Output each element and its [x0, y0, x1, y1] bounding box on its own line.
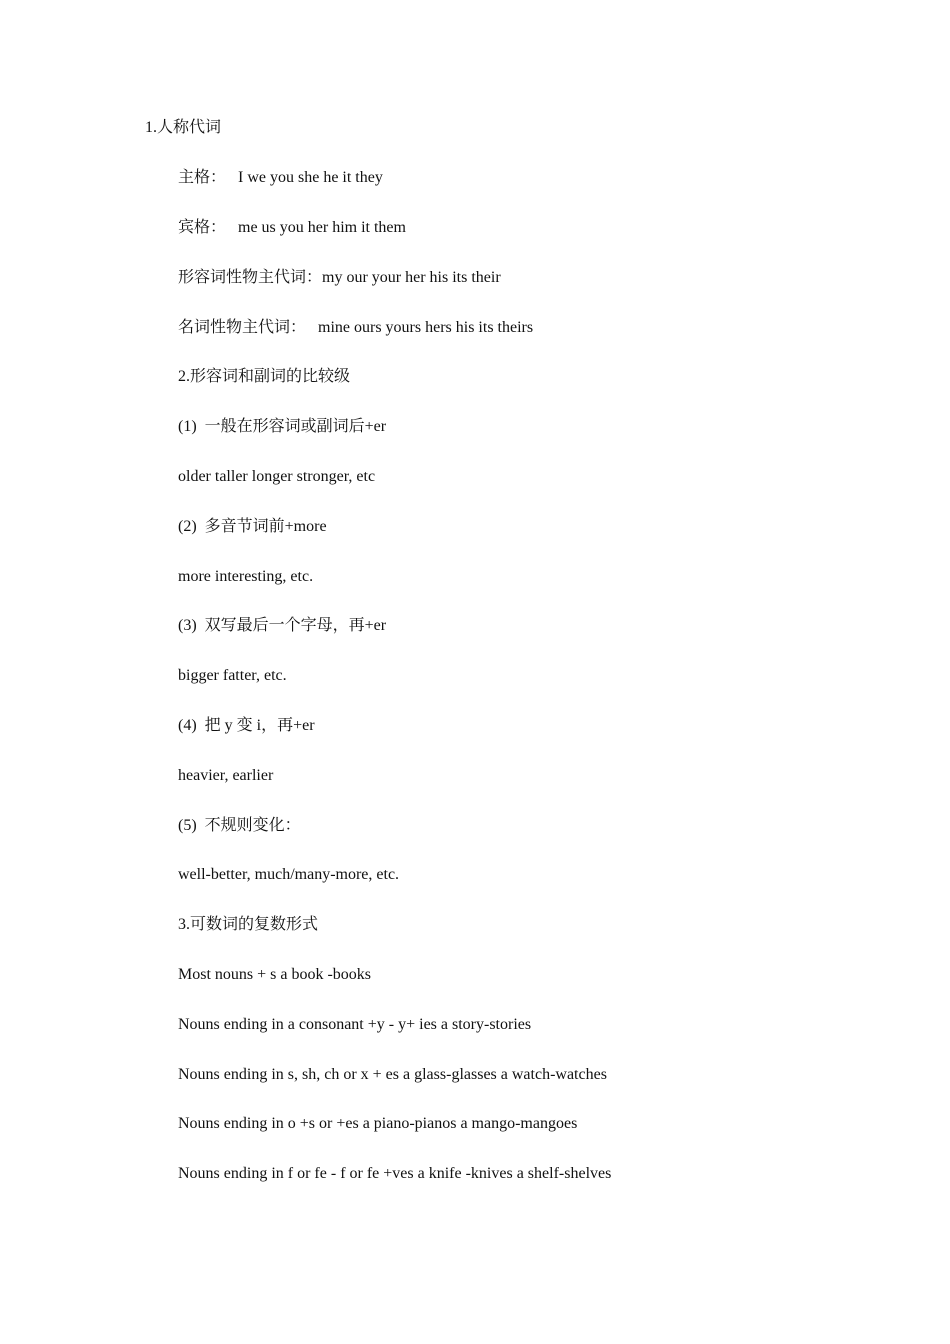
section-heading-comparatives: 2.形容词和副词的比较级	[178, 368, 351, 385]
text-line-rule-5: (5) 不规则变化：	[178, 817, 301, 834]
text-line-object-pronouns: 宾格： me us you her him it them	[178, 219, 406, 236]
text-line-subject-pronouns: 主格： I we you she he it they	[178, 169, 383, 186]
section-heading-plural-forms: 3.可数词的复数形式	[178, 916, 319, 933]
text-line-possessive-pronouns: 名词性物主代词： mine ours yours hers his its theirs	[178, 319, 534, 336]
text-line-rule-1: (1) 一般在形容词或副词后+er	[178, 418, 387, 435]
text-line-plural-rule-2: Nouns ending in a consonant +y - y+ ies a story-stories	[178, 1016, 532, 1033]
text-line-rule-3-example: bigger fatter, etc.	[178, 667, 287, 684]
text-line-plural-rule-5: Nouns ending in f or fe - f or fe +ves a knife -knives a shelf-shelves	[178, 1165, 612, 1182]
text-line-plural-rule-3: Nouns ending in s, sh, ch or x + es a glass-glasses a watch-watches	[178, 1066, 607, 1083]
text-line-plural-rule-1: Most nouns + s a book -books	[178, 966, 372, 983]
text-line-rule-4-example: heavier, earlier	[178, 767, 274, 784]
text-line-rule-3: (3) 双写最后一个字母，再+er	[178, 617, 387, 634]
text-line-possessive-adjectives: 形容词性物主代词：my our your her his its their	[178, 269, 501, 286]
section-heading-personal-pronouns: 1.人称代词	[145, 119, 222, 136]
text-line-rule-5-example: well-better, much/many-more, etc.	[178, 866, 400, 883]
text-line-rule-2-example: more interesting, etc.	[178, 568, 314, 585]
text-line-rule-4: (4) 把 y 变 i，再+er	[178, 717, 315, 734]
text-line-rule-1-example: older taller longer stronger, etc	[178, 468, 376, 485]
text-line-rule-2: (2) 多音节词前+more	[178, 518, 327, 535]
text-line-plural-rule-4: Nouns ending in o +s or +es a piano-pianos a mango-mangoes	[178, 1115, 578, 1132]
